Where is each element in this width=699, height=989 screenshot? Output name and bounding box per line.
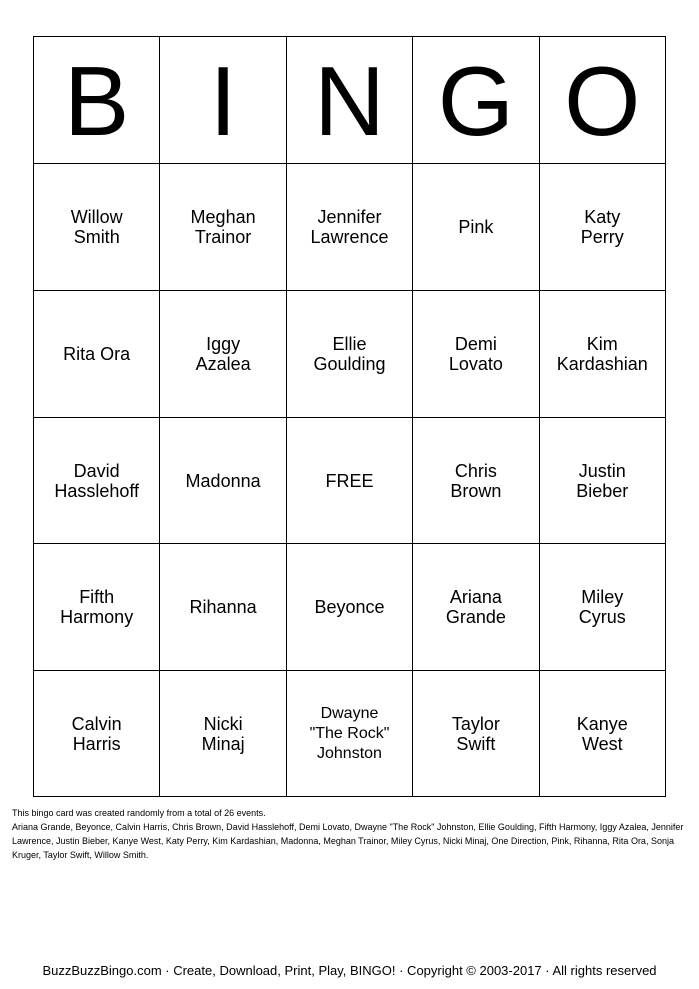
bingo-cell: Dwayne "The Rock" Johnston bbox=[286, 671, 412, 797]
bingo-header-row bbox=[34, 37, 666, 164]
card-info-intro: This bingo card was created randomly from a total of 26 events. bbox=[12, 808, 266, 818]
bingo-row-1 bbox=[34, 164, 666, 291]
bingo-cell: Chris Brown bbox=[413, 418, 539, 544]
bingo-row-2 bbox=[34, 291, 666, 418]
bingo-row-4 bbox=[34, 544, 666, 671]
header-letter-b: B bbox=[34, 37, 160, 164]
bingo-cell: Taylor Swift bbox=[413, 671, 539, 797]
bingo-cell: Pink bbox=[413, 164, 539, 291]
header-letter-o: O bbox=[539, 37, 665, 164]
bingo-cell: Iggy Azalea bbox=[160, 291, 286, 418]
bingo-cell: Meghan Trainor bbox=[160, 164, 286, 291]
bingo-cell: Justin Bieber bbox=[539, 418, 665, 544]
bingo-cell: Willow Smith bbox=[34, 164, 160, 291]
bingo-cell: Kanye West bbox=[539, 671, 665, 797]
card-info bbox=[12, 806, 687, 862]
bingo-cell: Ellie Goulding bbox=[286, 291, 412, 418]
bingo-cell: Rihanna bbox=[160, 544, 286, 671]
bingo-cell: Fifth Harmony bbox=[34, 544, 160, 671]
bingo-cell: Madonna bbox=[160, 418, 286, 544]
bingo-cell: Miley Cyrus bbox=[539, 544, 665, 671]
bingo-cell: Beyonce bbox=[286, 544, 412, 671]
bingo-cell: Kim Kardashian bbox=[539, 291, 665, 418]
bingo-row-5 bbox=[34, 671, 666, 797]
site-footer: BuzzBuzzBingo.com · Create, Download, Print, Play, BINGO! · Copyright © 2003-2017 · All rights reserved bbox=[42, 963, 657, 978]
bingo-cell: David Hasslehoff bbox=[34, 418, 160, 544]
bingo-cell: Calvin Harris bbox=[34, 671, 160, 797]
bingo-cell: Katy Perry bbox=[539, 164, 665, 291]
bingo-cell: Rita Ora bbox=[34, 291, 160, 418]
header-letter-i: I bbox=[160, 37, 286, 164]
bingo-cell: Ariana Grande bbox=[413, 544, 539, 671]
bingo-cell: Nicki Minaj bbox=[160, 671, 286, 797]
header-letter-g: G bbox=[413, 37, 539, 164]
bingo-cell: Jennifer Lawrence bbox=[286, 164, 412, 291]
bingo-cell: Demi Lovato bbox=[413, 291, 539, 418]
header-letter-n: N bbox=[286, 37, 412, 164]
bingo-row-3 bbox=[34, 418, 666, 544]
free-space-cell: FREE bbox=[286, 418, 412, 544]
card-info-event-list: Ariana Grande, Beyonce, Calvin Harris, Chris Brown, David Hasslehoff, Demi Lovato, Dwayne "The Rock" Johnston, Ellie Goulding, Fifth Harmony, Iggy Azalea, Jennifer Lawrence, Justin Bieber, Kanye West, Katy Perry, Kim Kardashian, Madonna, Meghan Trainor, Miley Cyrus, Nicki Minaj, One Direction, Pink, Rihanna, Rita Ora, Sonja Kruger, Taylor Swift, Willow Smith. bbox=[12, 822, 684, 860]
bingo-card bbox=[33, 36, 666, 797]
